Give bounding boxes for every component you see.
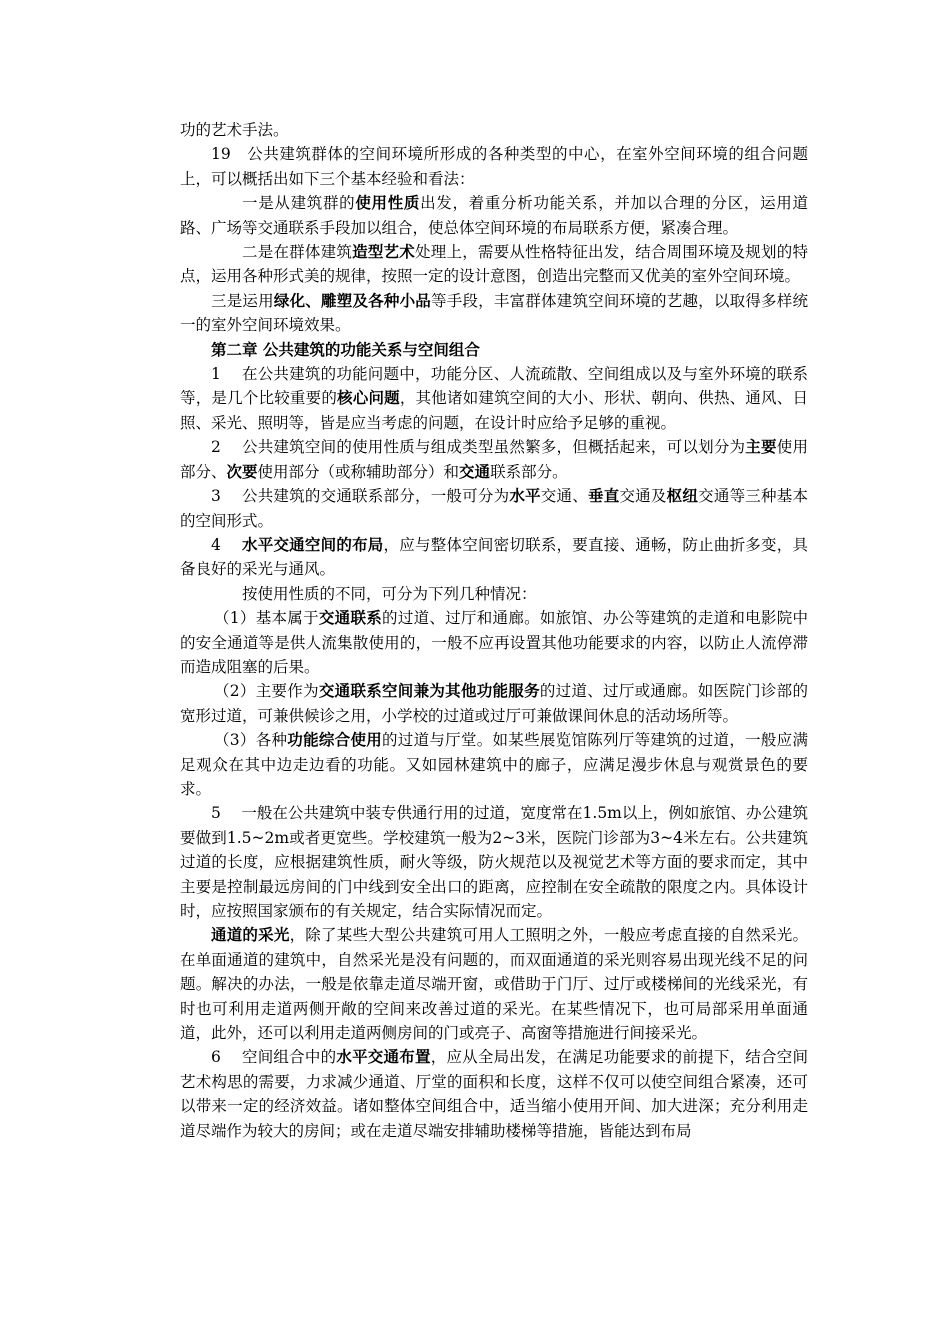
bold-term: 水平交通空间的布局 xyxy=(241,534,384,554)
bold-term: 造型艺术 xyxy=(352,242,416,262)
paragraph xyxy=(180,118,808,142)
bold-term: 水平 xyxy=(509,486,541,506)
bold-term: 枢纽 xyxy=(666,486,699,506)
text-run: 的过道、过厅或通廊。如医院门诊部的宽形过道，可兼供候诊之用，小学校的过道或过厅可兼做课间休息的活动场所等。 xyxy=(180,682,808,725)
paragraph xyxy=(180,533,808,582)
paragraph xyxy=(180,289,808,338)
paragraph xyxy=(180,1045,808,1143)
text-run: 功的艺术手法。 xyxy=(180,121,289,139)
bold-term: 主要 xyxy=(745,437,777,457)
text-run: ，应从全局出发，在满足功能要求的前提下，结合空间艺术构思的需要，力求减少通道、厅堂的面积和长度，这样不仅可以使空间组合紧凑，还可以带来一定的经济效益。诸如整体空间组合中，适当缩小使用开间、加大进深；充分利用走道尽端作为较大的房间；或在走道尽端安排辅助楼梯等措施，皆能达到布局 xyxy=(180,1048,808,1140)
text-run: 联系部分。 xyxy=(490,462,568,481)
text-run: 一是从建筑群的 xyxy=(242,194,356,213)
text-run: （2）主要作为 xyxy=(214,682,319,701)
text-run: 3 公共建筑的交通联系部分，一般可分为 xyxy=(211,487,510,506)
text-run: 按使用性质的不同，可分为下列几种情况： xyxy=(242,584,537,603)
paragraph xyxy=(180,923,808,1045)
text-run: 6 空间组合中的 xyxy=(211,1048,337,1067)
text-run: ，应与整体空间密切联系，要直接、通畅，防止曲折多变，具备良好的采光与通风。 xyxy=(180,535,808,579)
paragraph xyxy=(180,191,808,240)
text-run: 19 公共建筑群体的空间环境所形成的各种类型的中心，在室外空间环境的组合问题上，可以概括出如下三个基本经验和看法： xyxy=(180,145,808,188)
paragraph xyxy=(180,435,808,484)
text-run: 出发，着重分析功能关系，并加以合理的分区，运用道路、广场等交通联系手段加以组合，使总体空间环境的布局联系方便，紧凑合理。 xyxy=(180,194,808,237)
bold-term: 通道的采光 xyxy=(211,925,290,945)
text-run: 使用部分、 xyxy=(180,438,808,481)
text-run: 的过道与厅堂。如某些展览馆陈列厅等建筑的过道，一般应满足观众在其中边走边看的功能。又如园林建筑中的廊子，应满足漫步休息与观赏景色的要求。 xyxy=(180,731,808,798)
text-run: 三是运用 xyxy=(211,291,274,310)
paragraph xyxy=(180,142,808,191)
paragraph xyxy=(180,362,808,435)
bold-term: 交通联系空间兼为其他功能服务 xyxy=(318,681,540,701)
text-run: 的过道、过厅和通廊。如旅馆、办公等建筑的走道和电影院中的安全通道等是供人流集散使用的，一般不应再设置其他功能要求的内容，以防止人流停滞而造成阻塞的后果。 xyxy=(180,609,808,676)
paragraph xyxy=(180,484,808,533)
paragraph xyxy=(180,679,808,728)
bold-term: 功能综合使用 xyxy=(287,730,383,750)
paragraph xyxy=(180,240,808,289)
bold-term: 第二章 公共建筑的功能关系与空间组合 xyxy=(211,339,480,359)
text-run: 1 在公共建筑的功能问题中，功能分区、人流疏散、空间组成以及与室外环境的联系等，是几个比较重要的 xyxy=(180,365,808,408)
bold-term: 垂直 xyxy=(587,486,620,506)
paragraph xyxy=(180,728,808,801)
bold-term: 交通联系 xyxy=(318,608,383,628)
paragraph xyxy=(180,582,808,606)
bold-term: 绿化、雕塑及各种小品 xyxy=(273,290,432,310)
text-run: 2 公共建筑空间的使用性质与组成类型虽然繁多，但概括起来，可以划分为 xyxy=(211,438,746,457)
text-run: 交通等三种基本的空间形式。 xyxy=(180,487,808,530)
paragraph xyxy=(180,801,808,923)
text-run: 4 xyxy=(211,535,242,554)
text-run: （3）各种 xyxy=(214,731,288,750)
text-run: 等手段，丰富群体建筑空间环境的艺趣，以取得多样统一的室外空间环境效果。 xyxy=(180,291,808,335)
bold-term: 核心问题 xyxy=(337,388,400,408)
document-body xyxy=(180,118,808,1143)
chapter-heading xyxy=(180,338,808,362)
text-run: 使用部分（或称辅助部分）和 xyxy=(257,462,460,481)
text-run: 交通、 xyxy=(540,487,588,506)
text-run: ，其他诸如建筑空间的大小、形状、朝向、供热、通风、日照、采光、照明等，皆是应当考虑的问题，在设计时应给予足够的重视。 xyxy=(180,389,808,432)
bold-term: 水平交通布置 xyxy=(336,1047,431,1067)
text-run: 交通及 xyxy=(619,487,667,506)
text-run: 5 一般在公共建筑中装专供通行用的过道，宽度常在1.5m以上，例如旅馆、办公建筑要做到1.5~2m或者更宽些。学校建筑一般为2~3米，医院门诊部为3~4米左右。公共建筑过道的长度，应根据建筑性质，耐火等级，防火规范以及视觉艺术等方面的要求而定，其中主要是控制最远房间的门中线到安全出口的距离，应控制在安全疏散的限度之内。具体设计时，应按照国家颁布的有关规定，结合实际情况而定。 xyxy=(180,804,808,920)
bold-term: 次要 xyxy=(226,461,258,481)
paragraph xyxy=(180,606,808,679)
text-run: 二是在群体建筑 xyxy=(242,243,353,262)
text-run: ，除了某些大型公共建筑可用人工照明之外，一般应考虑直接的自然采光。在单面通道的建筑中，自然采光是没有问题的，而双面通道的采光则容易出现光线不足的问题。解决的办法，一般是依靠走道尽端开窗，或借助于门厅、过厅或楼梯间的光线采光，有时也可利用走道两侧开敞的空间来改善过道的采光。在某些情况下，也可局部采用单面通道，此外，还可以利用走道两侧房间的门或亮子、高窗等措施进行间接采光。 xyxy=(180,926,808,1043)
text-run: （1）基本属于 xyxy=(214,609,319,628)
bold-term: 使用性质 xyxy=(355,193,421,213)
text-run: 处理上，需要从性格特征出发，结合周围环境及规划的特点，运用各种形式美的规律，按照一定的设计意图，创造出完整而又优美的室外空间环境。 xyxy=(180,243,808,286)
bold-term: 交通 xyxy=(459,461,491,481)
